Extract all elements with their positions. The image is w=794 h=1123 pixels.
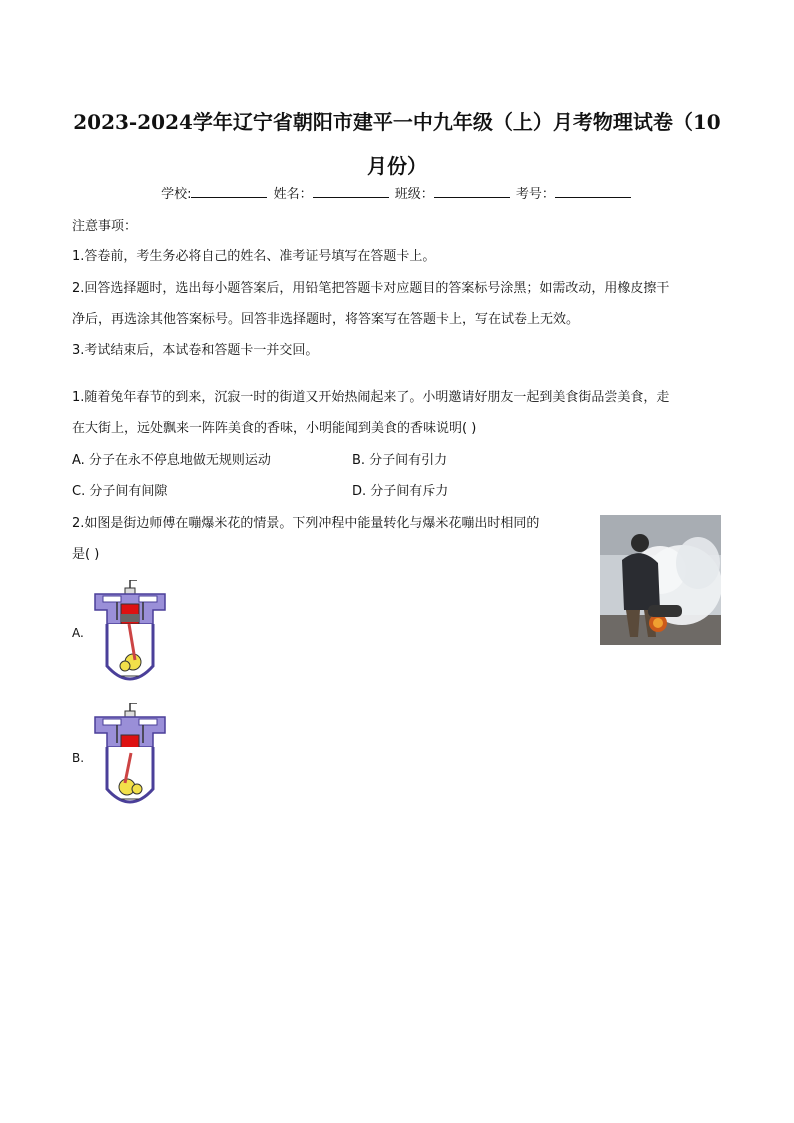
school-blank[interactable] <box>191 187 267 198</box>
question-1-line2: 在大街上，远处飘来一阵阵美食的香味，小明能闻到美食的香味说明( ) <box>72 421 477 436</box>
notice-item-2-line2: 净后，再选涂其他答案标号。回答非选择题时，将答案写在答题卡上，写在试卷上无效。 <box>72 312 580 327</box>
number-label: 考号： <box>515 187 555 202</box>
class-blank[interactable] <box>434 187 510 198</box>
exam-title <box>60 100 734 188</box>
question-2-line1: 2.如图是街边师傅在嘣爆米花的情景。下列冲程中能量转化与爆米花嘣出时相同的 <box>72 516 540 531</box>
school-label: 学校: <box>161 187 192 202</box>
notice-item-3: 3.考试结束后，本试卷和答题卡一并交回。 <box>72 343 319 358</box>
student-info-row <box>0 183 794 202</box>
q1-option-d[interactable]: D. 分子间有斥力 <box>352 484 449 499</box>
popcorn-vendor-photo <box>600 515 721 645</box>
question-1-line1: 1.随着兔年春节的到来，沉寂一时的街道又开始热闹起来了。小明邀请好朋友一起到美食街品尝美食，走 <box>72 390 670 405</box>
notice-heading: 注意事项： <box>72 219 138 234</box>
q2-option-b-label[interactable]: B. <box>72 751 85 765</box>
name-blank[interactable] <box>313 187 389 198</box>
name-label: 姓名： <box>273 187 313 202</box>
notice-item-1: 1.答卷前，考生务必将自己的姓名、准考证号填写在答题卡上。 <box>72 249 436 264</box>
question-2-line2: 是( ) <box>72 547 100 562</box>
q2-option-a-engine-diagram <box>93 580 167 688</box>
exam-title-line2: 月份） <box>367 154 427 178</box>
number-blank[interactable] <box>555 187 631 198</box>
q1-option-b[interactable]: B. 分子间有引力 <box>352 453 448 468</box>
exam-title-line1: 2023-2024学年辽宁省朝阳市建平一中九年级（上）月考物理试卷（10 <box>73 110 721 134</box>
q1-option-c[interactable]: C. 分子间有间隙 <box>72 484 168 499</box>
notice-item-2-line1: 2.回答选择题时，选出每小题答案后，用铅笔把答题卡对应题目的答案标号涂黑；如需改动，用橡皮擦干 <box>72 281 670 296</box>
class-label: 班级： <box>394 187 434 202</box>
q2-option-b-engine-diagram <box>93 703 167 811</box>
q2-option-a-label[interactable]: A. <box>72 626 84 640</box>
q1-option-a[interactable]: A. 分子在永不停息地做无规则运动 <box>72 453 271 468</box>
